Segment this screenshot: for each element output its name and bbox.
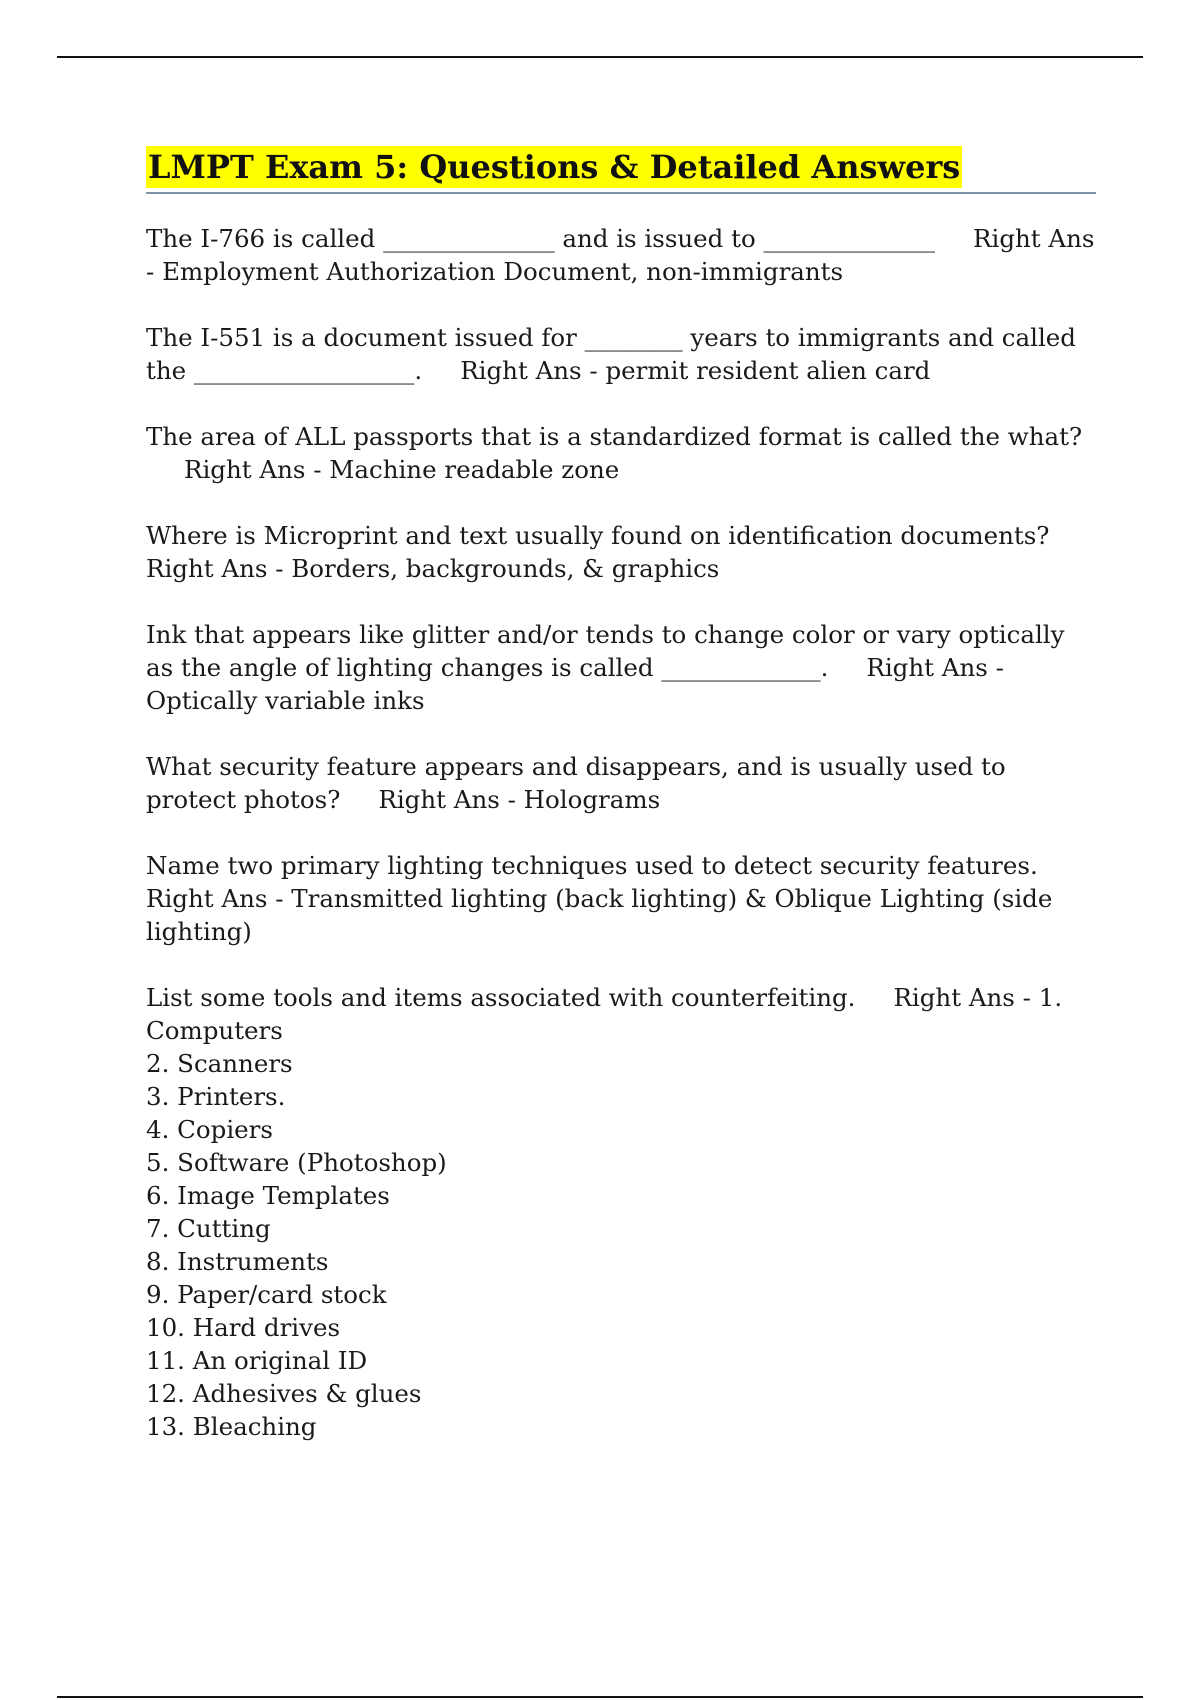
- qa-item-6: [146, 750, 1096, 816]
- answer-text: Right Ans - permit resident alien card: [460, 356, 931, 385]
- question-text: The I-551 is a document issued for ________ years to immigrants and called the __________________.: [146, 323, 1076, 385]
- answer-text: Right Ans - Employment Authorization Document, non-immigrants: [146, 224, 1095, 286]
- list-item: 3. Printers.: [146, 1082, 286, 1111]
- answer-text: Right Ans - Machine readable zone: [184, 455, 620, 484]
- question-text: Name two primary lighting techniques used to detect security features.: [146, 851, 1038, 880]
- list-item: 6. Image Templates: [146, 1181, 390, 1210]
- list-item: 9. Paper/card stock: [146, 1280, 387, 1309]
- list-item: 8. Instruments: [146, 1247, 329, 1276]
- document-title: LMPT Exam 5: Questions & Detailed Answers: [148, 148, 961, 186]
- qa-item-5: [146, 618, 1096, 717]
- header-rule: [57, 56, 1143, 58]
- qa-item-7: [146, 849, 1096, 948]
- list-item: 11. An original ID: [146, 1346, 368, 1375]
- list-item: 7. Cutting: [146, 1214, 271, 1243]
- answer-text: Right Ans - 1. Computers: [146, 983, 1063, 1045]
- question-text: Where is Microprint and text usually found on identification documents?: [146, 521, 1050, 550]
- list-item: 4. Copiers: [146, 1115, 273, 1144]
- document-body: [146, 146, 1096, 1476]
- qa-item-4: [146, 519, 1096, 585]
- qa-item-3: [146, 420, 1096, 486]
- list-item: 10. Hard drives: [146, 1313, 341, 1342]
- question-text: What security feature appears and disappears, and is usually used to protect photos?: [146, 752, 1006, 814]
- list-item: 12. Adhesives & glues: [146, 1379, 422, 1408]
- answer-text: Right Ans - Holograms: [378, 785, 661, 814]
- question-text: The area of ALL passports that is a standardized format is called the what?: [146, 422, 1083, 451]
- list-item: 5. Software (Photoshop): [146, 1148, 447, 1177]
- qa-item-2: [146, 321, 1096, 387]
- answer-text: Right Ans - Borders, backgrounds, & graphics: [146, 554, 720, 583]
- answer-text: Right Ans - Transmitted lighting (back lighting) & Oblique Lighting (side lighting): [146, 884, 1053, 946]
- list-item: 2. Scanners: [146, 1049, 293, 1078]
- list-item: 13. Bleaching: [146, 1412, 317, 1441]
- qa-item-8: [146, 981, 1096, 1443]
- title-block: [146, 146, 1096, 194]
- footer-rule: [57, 1696, 1143, 1698]
- question-text: Ink that appears like glitter and/or tends to change color or vary optically as the angle of lighting changes is called _____________.: [146, 620, 1065, 682]
- qa-item-1: [146, 222, 1096, 288]
- question-text: List some tools and items associated with counterfeiting.: [146, 983, 856, 1012]
- question-text: The I-766 is called ______________ and is issued to ______________: [146, 224, 936, 253]
- answer-text: Right Ans - Optically variable inks: [146, 653, 1004, 715]
